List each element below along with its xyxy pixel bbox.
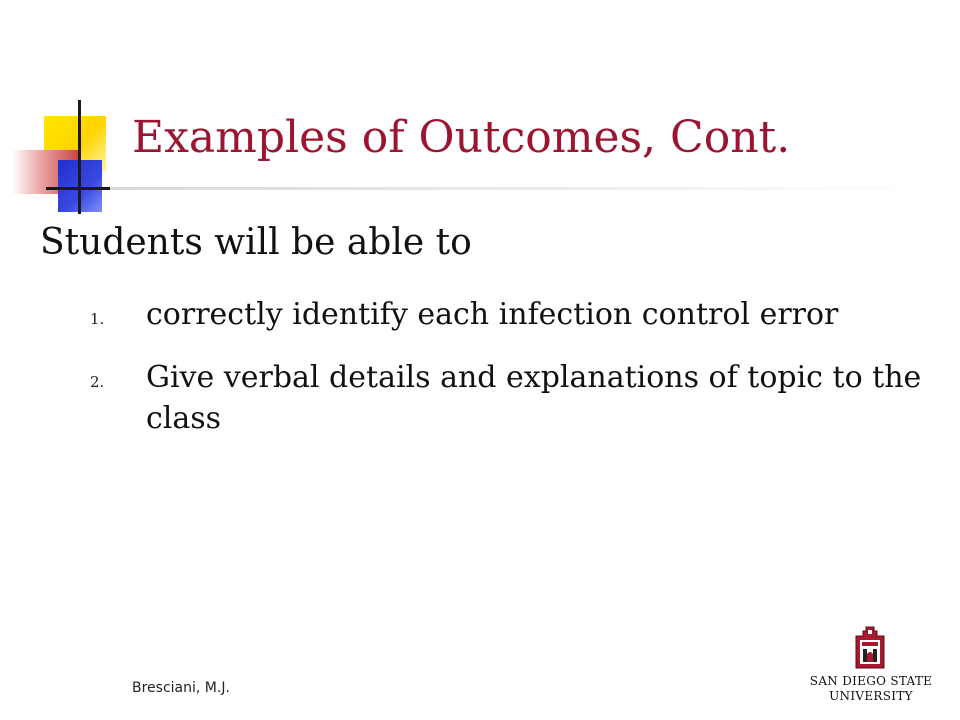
list-item — [90, 294, 930, 335]
footer-author: Bresciani, M.J. — [132, 680, 230, 696]
sdsu-tower-icon — [853, 624, 887, 670]
university-logo — [808, 624, 934, 708]
logo-text-line2: UNIVERSITY — [829, 689, 913, 703]
title-underline — [110, 187, 930, 190]
list-item-number: 1. — [90, 310, 105, 328]
list-item-text: correctly identify each infection control error — [146, 297, 839, 332]
list-item-text: Give verbal details and explanations of topic to the class — [146, 360, 922, 436]
list-item-number: 2. — [90, 373, 105, 391]
decor-vertical-line — [78, 100, 81, 214]
list-item — [90, 357, 930, 439]
title-decoration — [0, 0, 150, 230]
slide-title: Examples of Outcomes, Cont. — [132, 112, 791, 163]
logo-text-line1: SAN DIEGO STATE — [809, 674, 933, 688]
outcome-list — [90, 294, 930, 461]
intro-text: Students will be able to — [40, 222, 472, 263]
